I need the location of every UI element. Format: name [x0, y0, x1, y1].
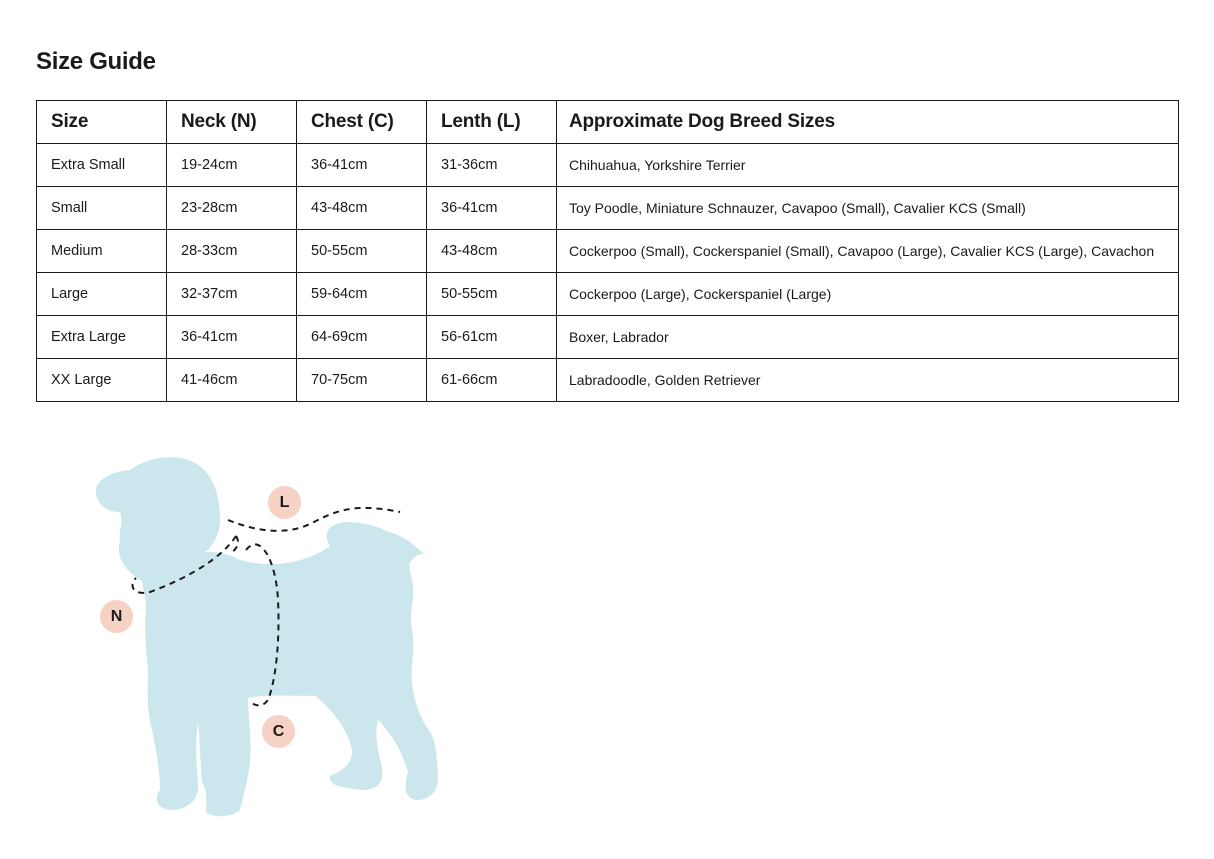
cell-neck: 36-41cm: [167, 316, 297, 359]
header-length: Lenth (L): [427, 101, 557, 144]
cell-length: 43-48cm: [427, 230, 557, 273]
cell-breeds: Cockerpoo (Large), Cockerspaniel (Large): [557, 273, 1179, 316]
cell-chest: 50-55cm: [297, 230, 427, 273]
dog-measurement-diagram: [90, 450, 450, 830]
cell-size: Medium: [37, 230, 167, 273]
table-row: [37, 187, 1179, 230]
cell-neck: 19-24cm: [167, 144, 297, 187]
cell-breeds: Toy Poodle, Miniature Schnauzer, Cavapoo (Small), Cavalier KCS (Small): [557, 187, 1179, 230]
cell-size: Extra Large: [37, 316, 167, 359]
cell-breeds: Boxer, Labrador: [557, 316, 1179, 359]
length-badge: L: [268, 486, 301, 519]
cell-chest: 64-69cm: [297, 316, 427, 359]
cell-neck: 28-33cm: [167, 230, 297, 273]
table-row: [37, 316, 1179, 359]
neck-badge: N: [100, 600, 133, 633]
table-header-row: [37, 101, 1179, 144]
cell-neck: 32-37cm: [167, 273, 297, 316]
table-row: [37, 273, 1179, 316]
table-row: [37, 230, 1179, 273]
cell-breeds: Cockerpoo (Small), Cockerspaniel (Small), Cavapoo (Large), Cavalier KCS (Large), Cavachon: [557, 230, 1179, 273]
cell-chest: 43-48cm: [297, 187, 427, 230]
cell-length: 61-66cm: [427, 359, 557, 402]
cell-neck: 23-28cm: [167, 187, 297, 230]
header-size: Size: [37, 101, 167, 144]
chest-badge: C: [262, 715, 295, 748]
cell-chest: 70-75cm: [297, 359, 427, 402]
cell-chest: 59-64cm: [297, 273, 427, 316]
cell-size: Large: [37, 273, 167, 316]
cell-chest: 36-41cm: [297, 144, 427, 187]
header-neck: Neck (N): [167, 101, 297, 144]
table-row: [37, 359, 1179, 402]
cell-breeds: Chihuahua, Yorkshire Terrier: [557, 144, 1179, 187]
header-breeds: Approximate Dog Breed Sizes: [557, 101, 1179, 144]
cell-length: 31-36cm: [427, 144, 557, 187]
cell-neck: 41-46cm: [167, 359, 297, 402]
cell-breeds: Labradoodle, Golden Retriever: [557, 359, 1179, 402]
header-chest: Chest (C): [297, 101, 427, 144]
cell-length: 56-61cm: [427, 316, 557, 359]
page-title: Size Guide: [36, 48, 156, 75]
table-row: [37, 144, 1179, 187]
cell-size: Small: [37, 187, 167, 230]
cell-size: Extra Small: [37, 144, 167, 187]
cell-size: XX Large: [37, 359, 167, 402]
cell-length: 50-55cm: [427, 273, 557, 316]
size-guide-table: [36, 100, 1179, 402]
cell-length: 36-41cm: [427, 187, 557, 230]
